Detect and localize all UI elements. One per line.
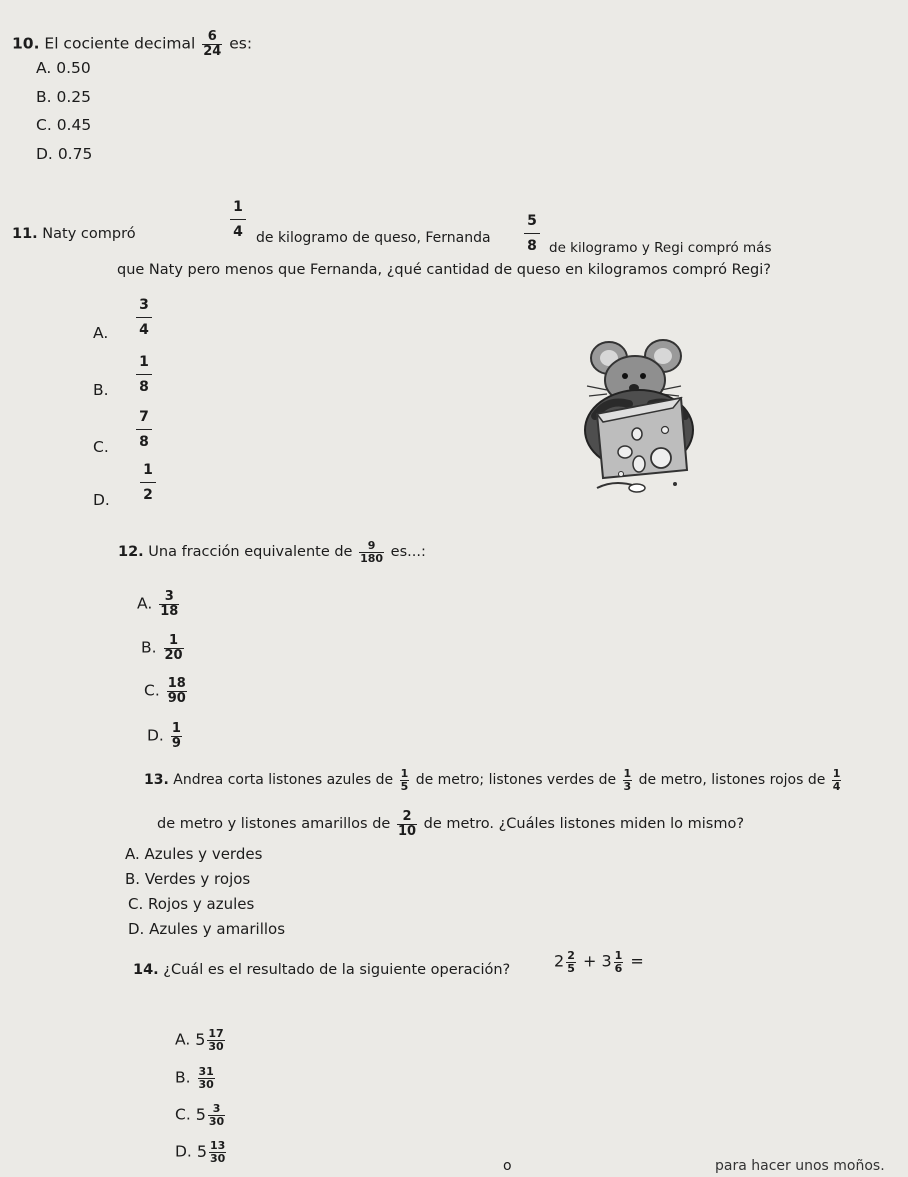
- fraction-9-180: $\frac{9}{180}$: [360, 539, 384, 565]
- question-11-text-c: de kilogramo y Regi compró más: [549, 240, 772, 256]
- q13-option-a[interactable]: A. Azules y verdes: [125, 845, 263, 863]
- q14-option-a[interactable]: A. 5 $\frac{17}{30}$: [175, 1027, 224, 1053]
- q12-option-b[interactable]: B. $\frac{1}{20}$: [141, 633, 183, 663]
- q14-option-d[interactable]: D. 5 $\frac{13}{30}$: [175, 1139, 226, 1165]
- question-11-prompt: 11. Naty compró: [12, 226, 136, 242]
- question-11-line-2: que Naty pero menos que Fernanda, ¿qué cantidad de queso en kilogramos compró Regi?: [117, 262, 771, 278]
- question-12-prompt: 12. Una fracción equivalente de $\frac{9}{180}$ es...:: [118, 539, 426, 565]
- q14-operation: 2 $\frac{2}{5}$ + 3 $\frac{1}{6}$ =: [554, 949, 644, 975]
- q11-option-d[interactable]: D.: [93, 491, 110, 509]
- q10-option-d[interactable]: D. 0.75: [36, 145, 93, 163]
- q11-fraction-1-4: 1 4: [230, 200, 246, 239]
- q11-option-d-fraction: 1 2: [140, 463, 156, 502]
- q14-option-c[interactable]: C. 5 $\frac{3}{30}$: [175, 1102, 225, 1128]
- question-11-text-b: de kilogramo de queso, Fernanda: [256, 230, 491, 246]
- footer-fragment: para hacer unos moños.: [715, 1158, 885, 1174]
- q11-option-c[interactable]: C.: [93, 438, 109, 456]
- q12-option-d[interactable]: D. $\frac{1}{9}$: [147, 721, 181, 751]
- q13-option-c[interactable]: C. Rojos y azules: [128, 895, 255, 913]
- q11-fraction-5-8: 5 8: [524, 214, 540, 253]
- question-13-prompt: 13. Andrea corta listones azules de $\frac{1}{5}$ de metro; listones verdes de $\frac{1}{3}$ de metro, listones rojos de $\frac{1}{4}$: [144, 767, 841, 793]
- q12-option-c[interactable]: C. $\frac{18}{90}$: [144, 676, 186, 706]
- q13-option-d[interactable]: D. Azules y amarillos: [128, 920, 286, 938]
- q12-option-a[interactable]: A. $\frac{3}{18}$: [137, 589, 179, 619]
- fraction-6-24: $\frac{6}{24}$: [203, 29, 222, 59]
- q11-option-c-fraction: 7 8: [136, 410, 152, 449]
- q13-option-b[interactable]: B. Verdes y rojos: [125, 870, 251, 888]
- q11-option-a[interactable]: A.: [93, 324, 109, 342]
- q11-option-b-fraction: 1 8: [136, 355, 152, 394]
- q11-option-a-fraction: 3 4: [136, 298, 152, 337]
- question-13-line-2: de metro y listones amarillos de $\frac{2}{10}$ de metro. ¿Cuáles listones miden lo mismo?: [157, 809, 745, 839]
- question-14-prompt: 14. ¿Cuál es el resultado de la siguiente operación?: [133, 962, 511, 978]
- q10-option-b[interactable]: B. 0.25: [36, 88, 92, 106]
- q11-option-b[interactable]: B.: [93, 381, 109, 399]
- q14-option-b[interactable]: B. $\frac{31}{30}$: [175, 1065, 214, 1091]
- mouse-cheese-illustration: [577, 338, 727, 498]
- q10-option-c[interactable]: C. 0.45: [36, 116, 92, 134]
- question-10-prompt: 10. El cociente decimal $\frac{6}{24}$ es:: [12, 29, 253, 59]
- page-mark: o: [503, 1158, 512, 1174]
- q10-option-a[interactable]: A. 0.50: [36, 59, 91, 77]
